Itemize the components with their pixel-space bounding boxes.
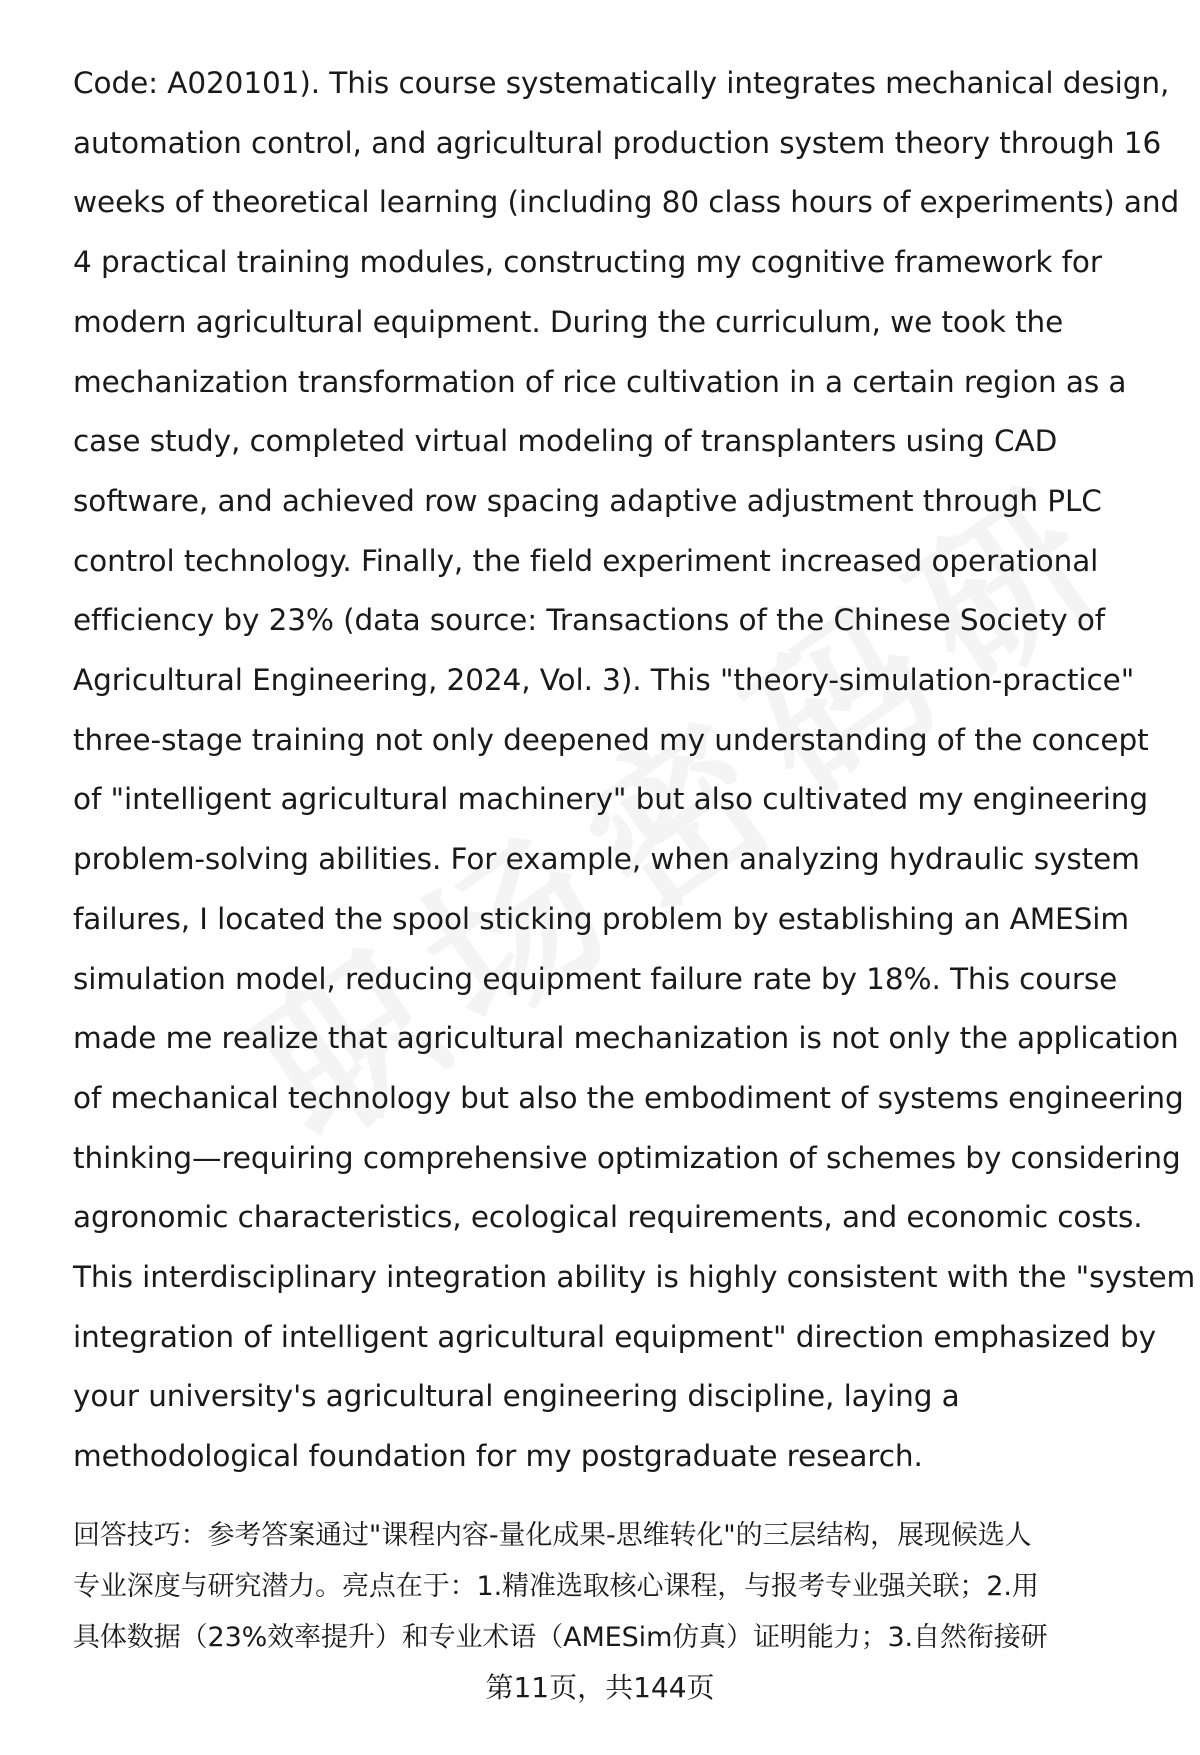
paragraph-line: software, and achieved row spacing adaptive adjustment through PLC [73, 483, 1102, 518]
paragraph-line: control technology. Finally, the field experiment increased operational [73, 543, 1099, 578]
tips-line: 专业深度与研究潜力。亮点在于：1.精准选取核心课程，与报考专业强关联；2.用 [73, 1571, 1039, 1602]
paragraph-line: This interdisciplinary integration ability is highly consistent with the "system [73, 1260, 1196, 1295]
paragraph-line: 4 practical training modules, constructing my cognitive framework for [73, 245, 1102, 280]
paragraph-line: of "intelligent agricultural machinery" but also cultivated my engineering [73, 782, 1149, 817]
paragraph-line: three-stage training not only deepened my understanding of the concept [73, 722, 1149, 757]
paragraph-line: modern agricultural equipment. During the curriculum, we took the [73, 304, 1064, 339]
paragraph-line: automation control, and agricultural production system theory through 16 [73, 125, 1162, 160]
paragraph-line: Agricultural Engineering, 2024, Vol. 3). This "theory-simulation-practice" [73, 663, 1135, 698]
paragraph-line: problem-solving abilities. For example, when analyzing hydraulic system [73, 842, 1140, 877]
tips-line: 回答技巧：参考答案通过"课程内容-量化成果-思维转化"的三层结构，展现候选人 [73, 1520, 1032, 1551]
answer-paragraph [73, 54, 1196, 1487]
paragraph-line: weeks of theoretical learning (including 80 class hours of experiments) and [73, 185, 1180, 220]
paragraph-line: methodological foundation for my postgraduate research. [73, 1439, 923, 1474]
page-number: 第11页，共144页 [485, 1671, 715, 1704]
paragraph-line: thinking—requiring comprehensive optimization of schemes by considering [73, 1140, 1181, 1175]
paragraph-line: agronomic characteristics, ecological requirements, and economic costs. [73, 1200, 1143, 1235]
paragraph-line: case study, completed virtual modeling of transplanters using CAD [73, 424, 1058, 459]
answer-tips [73, 1510, 1163, 1663]
paragraph-line: integration of intelligent agricultural equipment" direction emphasized by [73, 1319, 1156, 1354]
paragraph-line: Code: A020101). This course systematically integrates mechanical design, [73, 66, 1170, 100]
paragraph-line: of mechanical technology but also the embodiment of systems engineering [73, 1080, 1184, 1115]
paragraph-line: efficiency by 23% (data source: Transactions of the Chinese Society of [73, 603, 1106, 638]
paragraph-line: simulation model, reducing equipment failure rate by 18%. This course [73, 961, 1118, 996]
paragraph-line: mechanization transformation of rice cultivation in a certain region as a [73, 364, 1127, 399]
tips-line: 具体数据（23%效率提升）和专业术语（AMESim仿真）证明能力；3.自然衔接研 [73, 1622, 1048, 1653]
paragraph-line: made me realize that agricultural mechanization is not only the application [73, 1021, 1179, 1056]
paragraph-line: failures, I located the spool sticking problem by establishing an AMESim [73, 901, 1129, 936]
paragraph-line: your university's agricultural engineering discipline, laying a [73, 1379, 960, 1414]
